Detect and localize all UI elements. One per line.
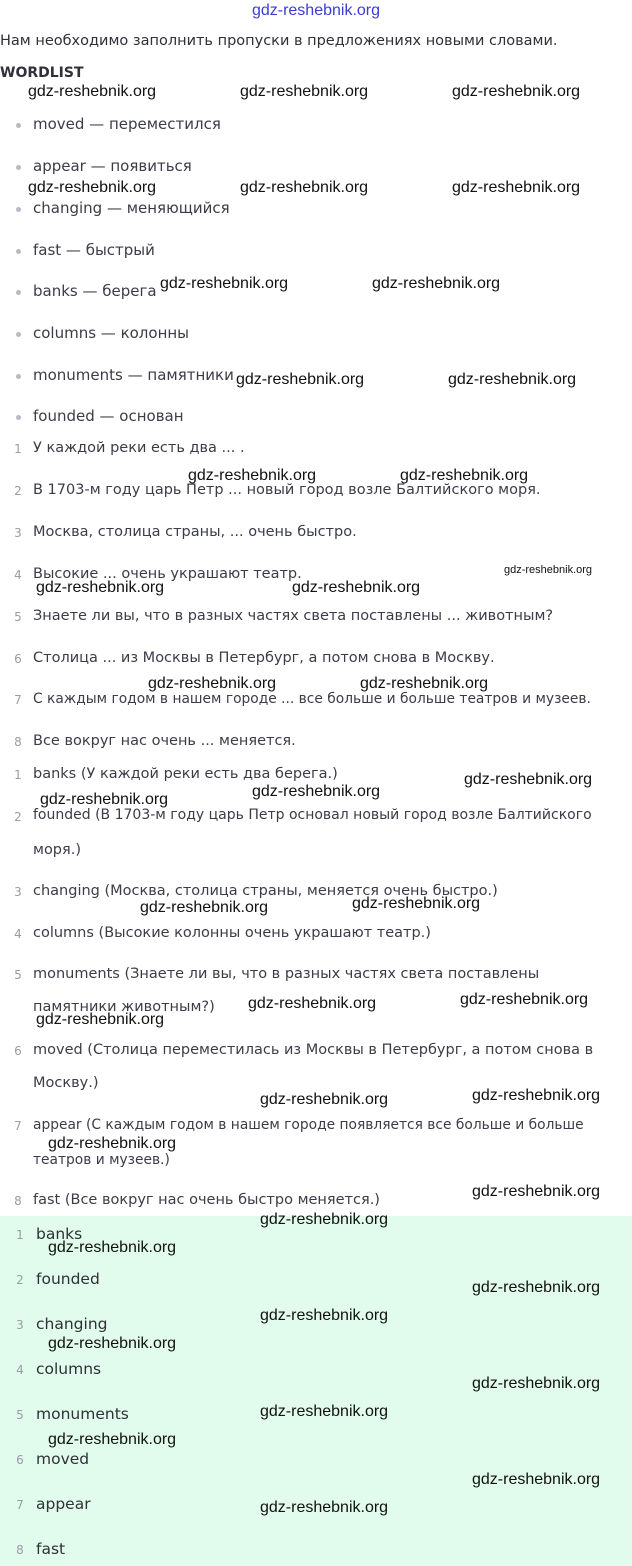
answer-text: banks (У каждой реки есть два берега.) bbox=[33, 766, 338, 782]
final-answer-word: moved bbox=[36, 1450, 90, 1468]
final-answer-word: columns bbox=[36, 1360, 102, 1378]
watermark: gdz-reshebnik.org bbox=[472, 1375, 601, 1392]
final-answer-number: 3 bbox=[16, 1318, 24, 1332]
answer-text: appear (С каждым годом в нашем городе появляется все больше и больше bbox=[33, 1117, 584, 1133]
answer-number: 4 bbox=[14, 927, 22, 941]
bullet-icon bbox=[16, 207, 21, 212]
bullet-icon bbox=[16, 165, 21, 170]
answer-text-continued: моря.) bbox=[33, 842, 82, 858]
question-text: Знаете ли вы, что в разных частях света поставлены ... животным? bbox=[33, 608, 554, 624]
final-answer-word: banks bbox=[36, 1225, 83, 1243]
question-number: 7 bbox=[14, 693, 22, 707]
watermark: gdz-reshebnik.org bbox=[472, 1087, 601, 1104]
answer-number: 6 bbox=[14, 1044, 22, 1058]
watermark: gdz-reshebnik.org bbox=[48, 1431, 177, 1448]
watermark: gdz-reshebnik.org bbox=[472, 1183, 601, 1200]
watermark: gdz-reshebnik.org bbox=[504, 564, 593, 576]
final-answer-number: 2 bbox=[16, 1273, 24, 1287]
bullet-icon bbox=[16, 415, 21, 420]
watermark: gdz-reshebnik.org bbox=[240, 83, 369, 100]
wordlist-item: banks — берега bbox=[33, 282, 157, 300]
final-answer-number: 8 bbox=[16, 1543, 24, 1557]
answer-number: 3 bbox=[14, 885, 22, 899]
question-number: 5 bbox=[14, 610, 22, 624]
question-text: Все вокруг нас очень ... меняется. bbox=[33, 733, 296, 749]
watermark: gdz-reshebnik.org bbox=[28, 83, 157, 100]
watermark: gdz-reshebnik.org bbox=[472, 1471, 601, 1488]
task-instruction: Нам необходимо заполнить пропуски в предложениях новыми словами. bbox=[0, 33, 558, 49]
wordlist-item: moved — переместился bbox=[33, 115, 221, 133]
watermark: gdz-reshebnik.org bbox=[40, 791, 169, 808]
wordlist-item: appear — появиться bbox=[33, 157, 192, 175]
watermark: gdz-reshebnik.org bbox=[260, 1307, 389, 1324]
answer-text: moved (Столица переместилась из Москвы в Петербург, а потом снова в bbox=[33, 1042, 594, 1058]
answer-number: 5 bbox=[14, 968, 22, 982]
answer-text-continued: памятники животным?) bbox=[33, 999, 215, 1015]
watermark: gdz-reshebnik.org bbox=[260, 1091, 389, 1108]
question-number: 6 bbox=[14, 652, 22, 666]
answer-text-continued: Москву.) bbox=[33, 1075, 99, 1091]
question-text: У каждой реки есть два ... . bbox=[33, 440, 245, 456]
watermark: gdz-reshebnik.org bbox=[292, 579, 421, 596]
answer-text-continued: театров и музеев.) bbox=[33, 1152, 170, 1168]
final-answer-word: monuments bbox=[36, 1405, 129, 1423]
answer-text: columns (Высокие колонны очень украшают театр.) bbox=[33, 925, 431, 941]
question-text: Высокие ... очень украшают театр. bbox=[33, 566, 302, 582]
watermark: gdz-reshebnik.org bbox=[248, 995, 377, 1012]
watermark: gdz-reshebnik.org bbox=[36, 1011, 165, 1028]
final-answer-word: appear bbox=[36, 1495, 91, 1513]
watermark: gdz-reshebnik.org bbox=[160, 275, 289, 292]
answer-number: 8 bbox=[14, 1194, 22, 1208]
watermark: gdz-reshebnik.org bbox=[28, 179, 157, 196]
bullet-icon bbox=[16, 332, 21, 337]
watermark: gdz-reshebnik.org bbox=[48, 1335, 177, 1352]
watermark: gdz-reshebnik.org bbox=[48, 1135, 177, 1152]
bullet-icon bbox=[16, 290, 21, 295]
wordlist-title: WORDLIST bbox=[0, 65, 84, 81]
answer-number: 7 bbox=[14, 1119, 22, 1133]
wordlist-item: monuments — памятники bbox=[33, 366, 234, 384]
final-answer-word: changing bbox=[36, 1315, 108, 1333]
final-answer-number: 6 bbox=[16, 1453, 24, 1467]
question-number: 8 bbox=[14, 735, 22, 749]
watermark: gdz-reshebnik.org bbox=[452, 83, 581, 100]
bullet-icon bbox=[16, 374, 21, 379]
question-number: 4 bbox=[14, 568, 22, 582]
watermark: gdz-reshebnik.org bbox=[464, 771, 593, 788]
answer-text: changing (Москва, столица страны, меняется очень быстро.) bbox=[33, 883, 498, 899]
question-number: 1 bbox=[14, 442, 22, 456]
final-answer-number: 4 bbox=[16, 1363, 24, 1377]
watermark: gdz-reshebnik.org bbox=[372, 275, 501, 292]
answer-text: monuments (Знаете ли вы, что в разных частях света поставлены bbox=[33, 966, 540, 982]
wordlist-item: founded — основан bbox=[33, 407, 184, 425]
answer-number: 2 bbox=[14, 810, 22, 824]
bullet-icon bbox=[16, 249, 21, 254]
watermark: gdz-reshebnik.org bbox=[260, 1403, 389, 1420]
question-text: Столица ... из Москвы в Петербург, а потом снова в Москву. bbox=[33, 650, 495, 666]
bullet-icon bbox=[16, 123, 21, 128]
wordlist-item: changing — меняющийся bbox=[33, 199, 230, 217]
watermark: gdz-reshebnik.org bbox=[48, 1239, 177, 1256]
watermark: gdz-reshebnik.org bbox=[260, 1211, 389, 1228]
watermark: gdz-reshebnik.org bbox=[236, 371, 365, 388]
final-answer-number: 1 bbox=[16, 1228, 24, 1242]
watermark: gdz-reshebnik.org bbox=[188, 467, 317, 484]
watermark: gdz-reshebnik.org bbox=[148, 675, 277, 692]
question-number: 3 bbox=[14, 526, 22, 540]
watermark: gdz-reshebnik.org bbox=[240, 179, 369, 196]
site-header-link[interactable]: gdz-reshebnik.org bbox=[251, 2, 381, 19]
final-answer-number: 5 bbox=[16, 1408, 24, 1422]
wordlist-item: columns — колонны bbox=[33, 324, 190, 342]
watermark: gdz-reshebnik.org bbox=[360, 675, 489, 692]
watermark: gdz-reshebnik.org bbox=[252, 783, 381, 800]
question-number: 2 bbox=[14, 484, 22, 498]
answer-number: 1 bbox=[14, 768, 22, 782]
watermark: gdz-reshebnik.org bbox=[452, 179, 581, 196]
final-answer-word: founded bbox=[36, 1270, 100, 1288]
question-text: В 1703-м году царь Петр ... новый город возле Балтийского моря. bbox=[33, 482, 541, 498]
final-answer-number: 7 bbox=[16, 1498, 24, 1512]
watermark: gdz-reshebnik.org bbox=[460, 991, 589, 1008]
watermark: gdz-reshebnik.org bbox=[140, 899, 269, 916]
answer-text: fast (Все вокруг нас очень быстро меняется.) bbox=[33, 1192, 380, 1208]
watermark: gdz-reshebnik.org bbox=[448, 371, 577, 388]
question-text: С каждым годом в нашем городе ... все больше и больше театров и музеев. bbox=[33, 691, 591, 707]
wordlist-item: fast — быстрый bbox=[33, 241, 155, 259]
answer-text: founded (В 1703-м году царь Петр основал новый город возле Балтийского bbox=[33, 807, 592, 823]
watermark: gdz-reshebnik.org bbox=[260, 1499, 389, 1516]
watermark: gdz-reshebnik.org bbox=[36, 579, 165, 596]
watermark: gdz-reshebnik.org bbox=[472, 1279, 601, 1296]
question-text: Москва, столица страны, ... очень быстро. bbox=[33, 524, 357, 540]
final-answer-word: fast bbox=[36, 1540, 66, 1558]
watermark: gdz-reshebnik.org bbox=[400, 467, 529, 484]
watermark: gdz-reshebnik.org bbox=[352, 895, 481, 912]
